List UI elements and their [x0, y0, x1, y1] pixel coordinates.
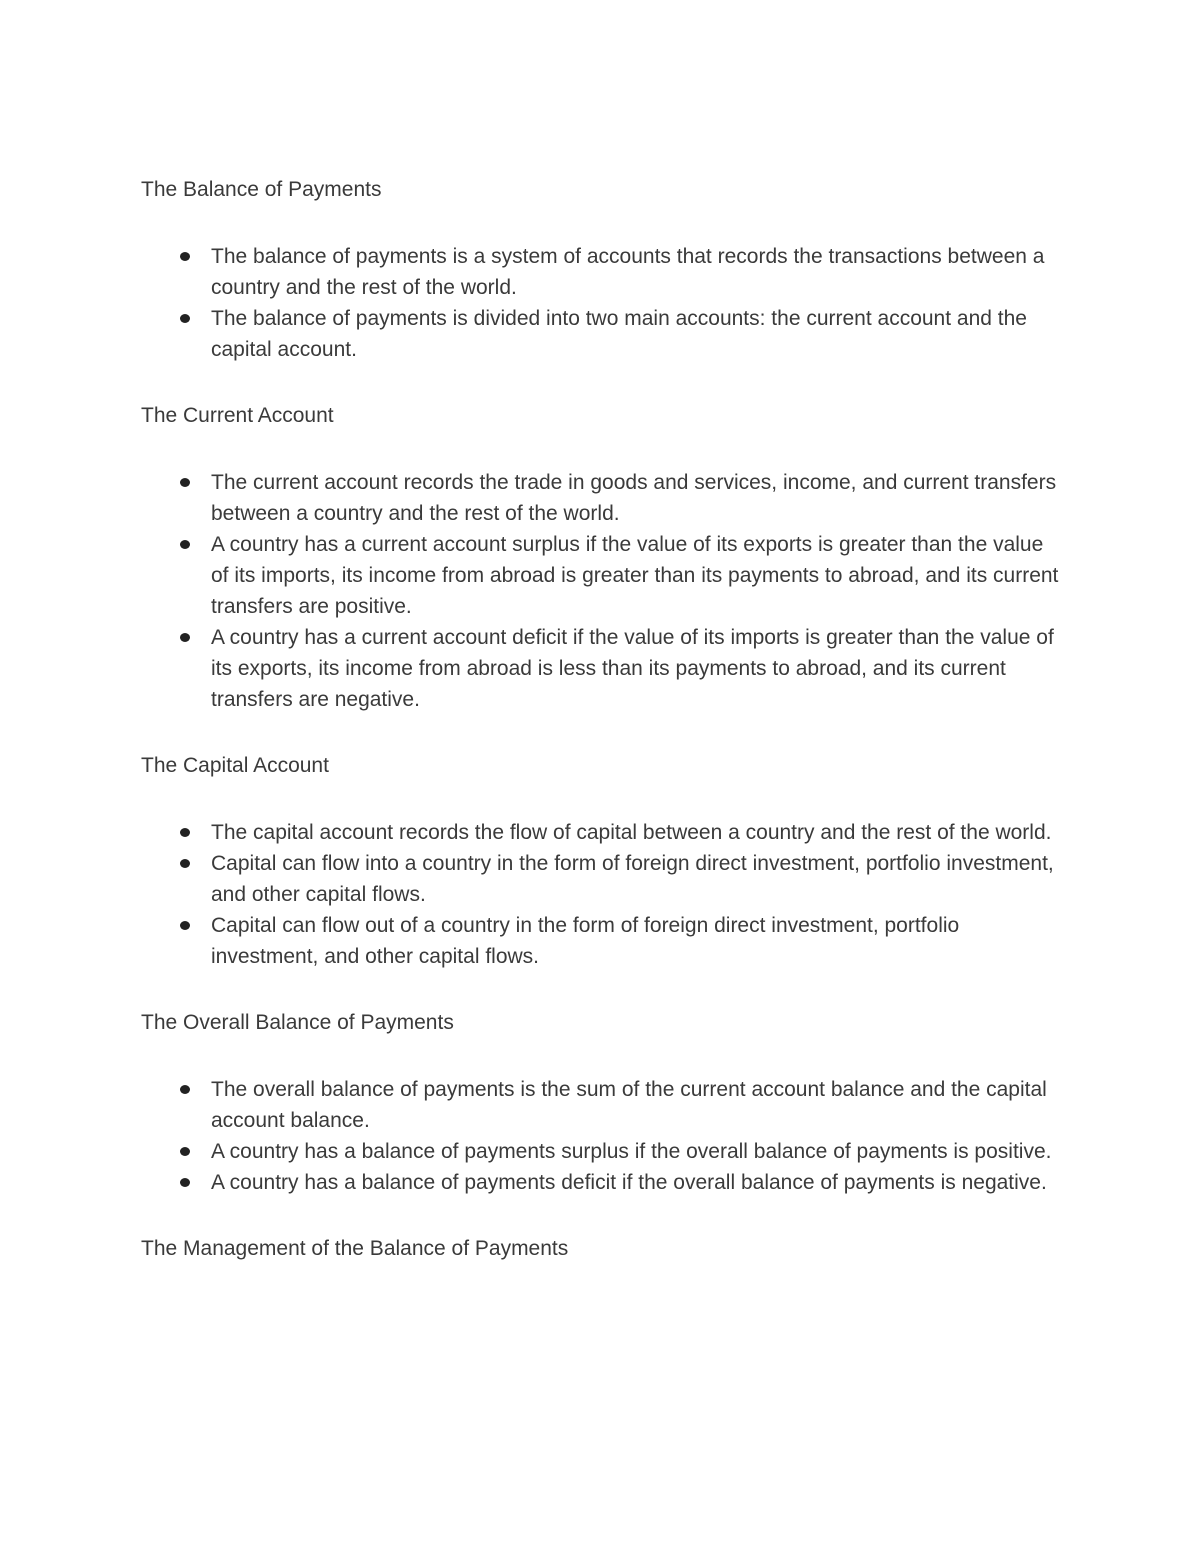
- list-item: [141, 1136, 1061, 1167]
- section-heading: The Capital Account: [141, 754, 329, 777]
- bullet-icon: [180, 478, 190, 487]
- bullet-icon: [180, 1178, 190, 1187]
- section-heading: The Balance of Payments: [141, 178, 382, 201]
- list-item: [141, 622, 1061, 715]
- list-item-text: The balance of payments is a system of accounts that records the transactions between a country and the rest of the world.: [211, 245, 1045, 299]
- list-item: [141, 910, 1061, 972]
- list-item-text: Capital can flow into a country in the form of foreign direct investment, portfolio investment, and other capital flows.: [211, 852, 1054, 906]
- list-item: [141, 817, 1061, 848]
- bullet-list: [141, 817, 1061, 972]
- document-content: [141, 174, 1061, 1264]
- list-item: [141, 529, 1061, 622]
- bullet-icon: [180, 252, 190, 261]
- bullet-icon: [180, 633, 190, 642]
- bullet-icon: [180, 540, 190, 549]
- bullet-icon: [180, 828, 190, 837]
- section-heading: The Management of the Balance of Payments: [141, 1237, 569, 1260]
- list-item: [141, 241, 1061, 303]
- list-item: [141, 303, 1061, 365]
- list-item-text: The balance of payments is divided into two main accounts: the current account and the capital account.: [211, 307, 1027, 361]
- bullet-icon: [180, 1085, 190, 1094]
- list-item-text: The current account records the trade in goods and services, income, and current transfers between a country and the rest of the world.: [211, 471, 1057, 525]
- list-item-text: A country has a balance of payments surplus if the overall balance of payments is positive.: [211, 1140, 1052, 1163]
- list-item: [141, 1167, 1061, 1198]
- list-item: [141, 1074, 1061, 1136]
- bullet-icon: [180, 314, 190, 323]
- section-heading: The Current Account: [141, 404, 334, 427]
- list-item-text: Capital can flow out of a country in the form of foreign direct investment, portfolio investment, and other capital flows.: [211, 914, 960, 968]
- list-item-text: The capital account records the flow of capital between a country and the rest of the world.: [211, 821, 1052, 844]
- list-item-text: A country has a balance of payments deficit if the overall balance of payments is negative.: [211, 1171, 1047, 1194]
- list-item-text: A country has a current account surplus if the value of its exports is greater than the value of its imports, its income from abroad is greater than its payments to abroad, and its current transfers are positive.: [211, 533, 1059, 618]
- bullet-list: [141, 1074, 1061, 1198]
- bullet-list: [141, 467, 1061, 715]
- list-item: [141, 467, 1061, 529]
- list-item-text: The overall balance of payments is the sum of the current account balance and the capital account balance.: [211, 1078, 1047, 1132]
- list-item-text: A country has a current account deficit if the value of its imports is greater than the value of its exports, its income from abroad is less than its payments to abroad, and its current transfers are negative.: [211, 626, 1054, 711]
- section-heading: The Overall Balance of Payments: [141, 1011, 454, 1034]
- list-item: [141, 848, 1061, 910]
- bullet-icon: [180, 1147, 190, 1156]
- bullet-icon: [180, 921, 190, 930]
- bullet-icon: [180, 859, 190, 868]
- bullet-list: [141, 241, 1061, 365]
